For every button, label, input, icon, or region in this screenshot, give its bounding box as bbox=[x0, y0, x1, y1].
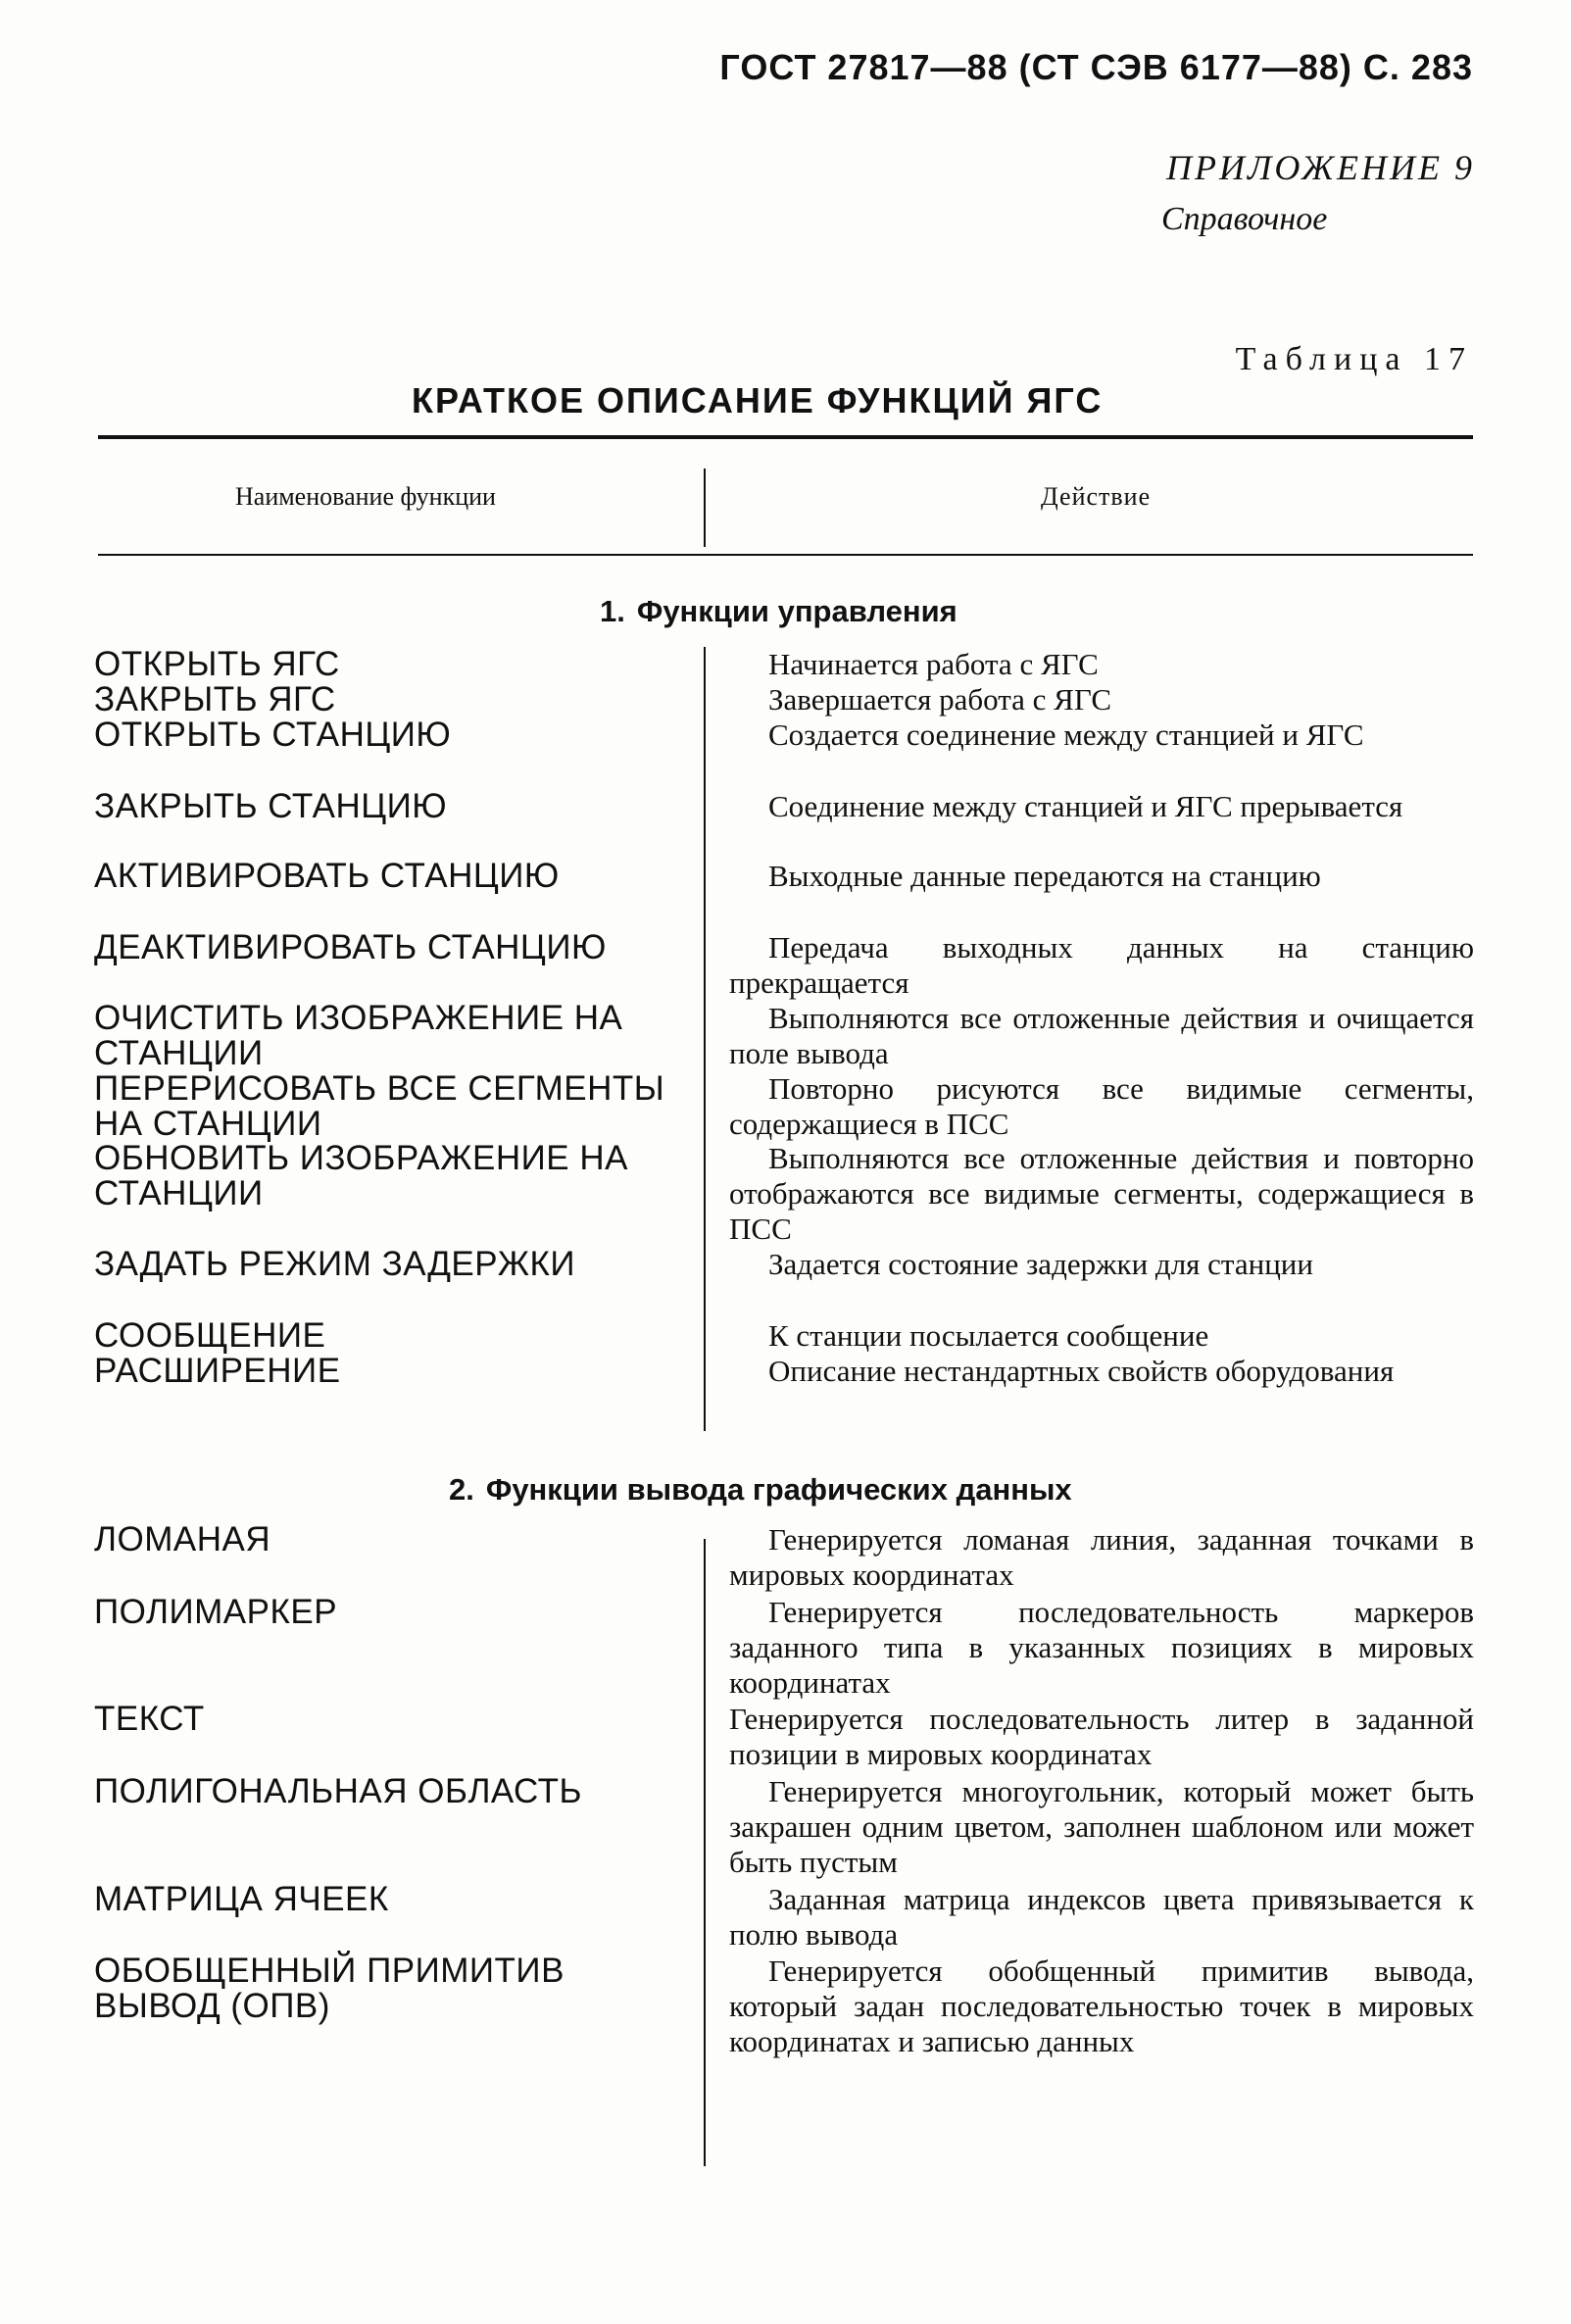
function-action: Генерируется последовательность маркеров заданного типа в указанных позициях в мировых координатах bbox=[729, 1595, 1474, 1700]
section-name: Функции вывода графических данных bbox=[485, 1472, 1072, 1507]
section-number: 1. bbox=[600, 594, 625, 628]
function-name: ПОЛИГОНАЛЬНАЯ ОБЛАСТЬ bbox=[94, 1772, 582, 1810]
function-name: ОТКРЫТЬ ЯГС bbox=[94, 645, 340, 683]
function-action: Генерируется обобщенный примитив вывода, который задан последовательностью точек в мировых координатах и записью данных bbox=[729, 1953, 1474, 2058]
appendix-label: ПРИЛОЖЕНИЕ 9 bbox=[1166, 148, 1475, 187]
function-name: ТЕКСТ bbox=[94, 1700, 205, 1738]
function-name: ОБНОВИТЬ ИЗОБРАЖЕНИЕ НА СТАНЦИИ bbox=[94, 1139, 628, 1212]
function-name: ДЕАКТИВИРОВАТЬ СТАНЦИЮ bbox=[94, 928, 607, 966]
column-divider-header bbox=[704, 469, 706, 547]
function-name: ЗАДАТЬ РЕЖИМ ЗАДЕРЖКИ bbox=[94, 1245, 576, 1283]
function-action: Выходные данные передаются на станцию bbox=[768, 859, 1321, 893]
table-label: Таблица 17 bbox=[1235, 341, 1473, 377]
document-title: КРАТКОЕ ОПИСАНИЕ ФУНКЦИЙ ЯГС bbox=[412, 380, 1104, 420]
function-name: ОТКРЫТЬ СТАНЦИЮ bbox=[94, 716, 452, 754]
function-name: ЛОМАНАЯ bbox=[94, 1520, 271, 1558]
section-name: Функции управления bbox=[636, 594, 957, 628]
function-action: Генерируется ломаная линия, заданная точками в мировых координатах bbox=[729, 1522, 1474, 1592]
function-name: РАСШИРЕНИЕ bbox=[94, 1352, 341, 1390]
function-action: Завершается работа с ЯГС bbox=[768, 682, 1112, 717]
function-action: Выполняются все отложенные действия и повторно отображаются все видимые сегменты, содержащиеся в ПСС bbox=[729, 1141, 1474, 1246]
section-number: 2. bbox=[449, 1472, 474, 1507]
section-title-control bbox=[600, 594, 957, 629]
function-name: ПЕРЕРИСОВАТЬ ВСЕ СЕГМЕНТЫ НА СТАНЦИИ bbox=[94, 1069, 665, 1143]
function-action: Задается состояние задержки для станции bbox=[768, 1247, 1313, 1281]
column-header-name: Наименование функции bbox=[235, 482, 496, 511]
function-action: Создается соединение между станцией и ЯГС bbox=[768, 717, 1364, 752]
column-divider-section-2 bbox=[704, 1539, 706, 2166]
function-action: Повторно рисуются все видимые сегменты, содержащиеся в ПСС bbox=[729, 1071, 1474, 1141]
column-divider-section-1 bbox=[704, 647, 706, 1431]
table-header-rule bbox=[98, 554, 1473, 556]
section-title-graphics-output bbox=[449, 1472, 1072, 1508]
function-name: ОБОБЩЕННЫЙ ПРИМИТИВ ВЫВОД (ОПВ) bbox=[94, 1952, 565, 2025]
function-action: Соединение между станцией и ЯГС прерывается bbox=[768, 789, 1403, 823]
function-action: Начинается работа с ЯГС bbox=[768, 647, 1099, 681]
function-name: ЗАКРЫТЬ ЯГС bbox=[94, 680, 336, 718]
table-top-rule bbox=[98, 435, 1473, 439]
function-action: Генерируется многоугольник, который может быть закрашен одним цветом, заполнен шаблоном или может быть пустым bbox=[729, 1774, 1474, 1879]
function-action: Передача выходных данных на станцию прекращается bbox=[729, 930, 1474, 1000]
function-action: Заданная матрица индексов цвета привязывается к полю вывода bbox=[729, 1882, 1474, 1952]
function-name: ПОЛИМАРКЕР bbox=[94, 1593, 338, 1631]
function-name: ОЧИСТИТЬ ИЗОБРАЖЕНИЕ НА СТАНЦИИ bbox=[94, 999, 623, 1072]
function-action: К станции посылается сообщение bbox=[768, 1318, 1209, 1353]
function-name: АКТИВИРОВАТЬ СТАНЦИЮ bbox=[94, 857, 560, 895]
function-name: МАТРИЦА ЯЧЕЕК bbox=[94, 1880, 389, 1918]
function-action: Генерируется последовательность литер в заданной позиции в мировых координатах bbox=[729, 1702, 1474, 1771]
standard-header: ГОСТ 27817—88 (СТ СЭВ 6177—88) С. 283 bbox=[719, 47, 1473, 87]
function-action: Выполняются все отложенные действия и очищается поле вывода bbox=[729, 1001, 1474, 1070]
function-action: Описание нестандартных свойств оборудования bbox=[768, 1354, 1395, 1388]
function-name: СООБЩЕНИЕ bbox=[94, 1316, 326, 1355]
reference-note: Справочное bbox=[1161, 201, 1328, 237]
column-header-action: Действие bbox=[1041, 482, 1152, 511]
function-name: ЗАКРЫТЬ СТАНЦИЮ bbox=[94, 787, 448, 825]
